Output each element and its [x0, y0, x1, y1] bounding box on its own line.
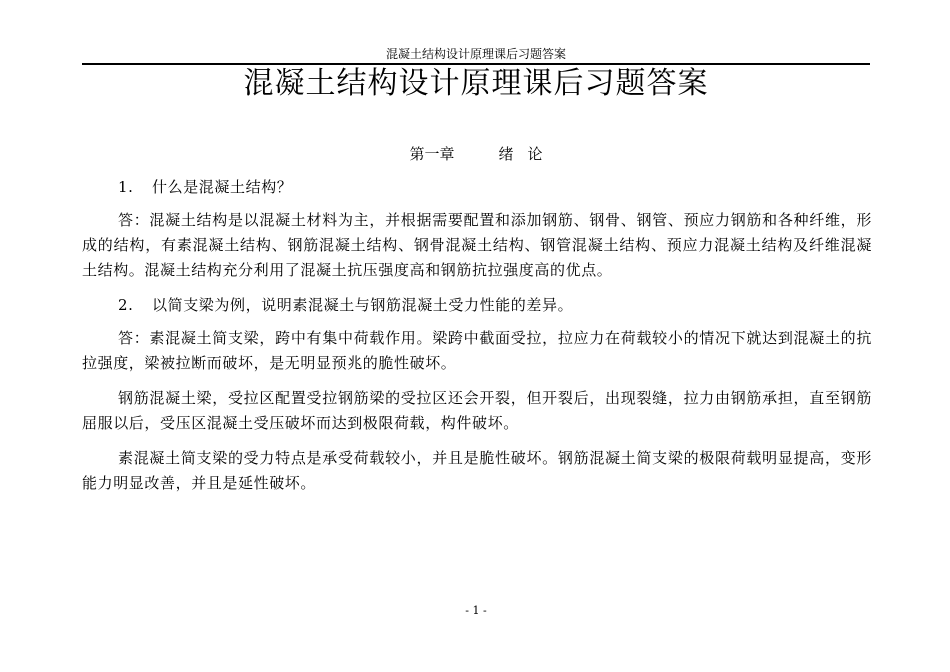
answer-2-paragraph-1: 答：素混凝土简支梁，跨中有集中荷载作用。梁跨中截面受拉，拉应力在荷载较小的情况下就达到混凝土的抗拉强度，梁被拉断而破坏，是无明显预兆的脆性破坏。 [82, 329, 872, 372]
question-2 [82, 293, 872, 318]
chapter-heading [82, 143, 870, 165]
answer-2-paragraph-3: 素混凝土简支梁的受力特点是承受荷载较小，并且是脆性破坏。钢筋混凝土简支梁的极限荷载明显提高，变形能力明显改善，并且是延性破坏。 [82, 449, 872, 492]
answer-1-paragraph-1: 答：混凝土结构是以混凝土材料为主，并根据需要配置和添加钢筋、钢骨、钢管、预应力钢筋和各种纤维，形成的结构，有素混凝土结构、钢筋混凝土结构、钢骨混凝土结构、钢管混凝土结构、预应力混凝土结构及纤维混凝土结构。混凝土结构充分利用了混凝土抗压强度高和钢筋抗拉强度高的优点。 [82, 211, 872, 279]
document-title: 混凝土结构设计原理课后习题答案 [243, 66, 709, 101]
chapter-name-part1: 绪 [498, 145, 514, 163]
chapter-number: 第一章 [409, 145, 455, 163]
question-1 [82, 175, 872, 200]
chapter-name-part2: 论 [527, 145, 543, 163]
question-1-number: 1. [118, 178, 134, 196]
question-2-number: 2. [118, 296, 134, 314]
document-body [82, 175, 872, 506]
page-number: - 1 - [465, 604, 487, 617]
answer-2-paragraph-2: 钢筋混凝土梁，受拉区配置受拉钢筋梁的受拉区还会开裂，但开裂后，出现裂缝，拉力由钢筋承担，直至钢筋屈服以后，受压区混凝土受压破坏而达到极限荷载，构件破坏。 [82, 389, 872, 432]
question-2-text: 以简支梁为例，说明素混凝土与钢筋混凝土受力性能的差异。 [152, 296, 574, 314]
question-1-text: 什么是混凝土结构？ [152, 178, 293, 196]
running-header: 混凝土结构设计原理课后习题答案 [385, 47, 566, 61]
